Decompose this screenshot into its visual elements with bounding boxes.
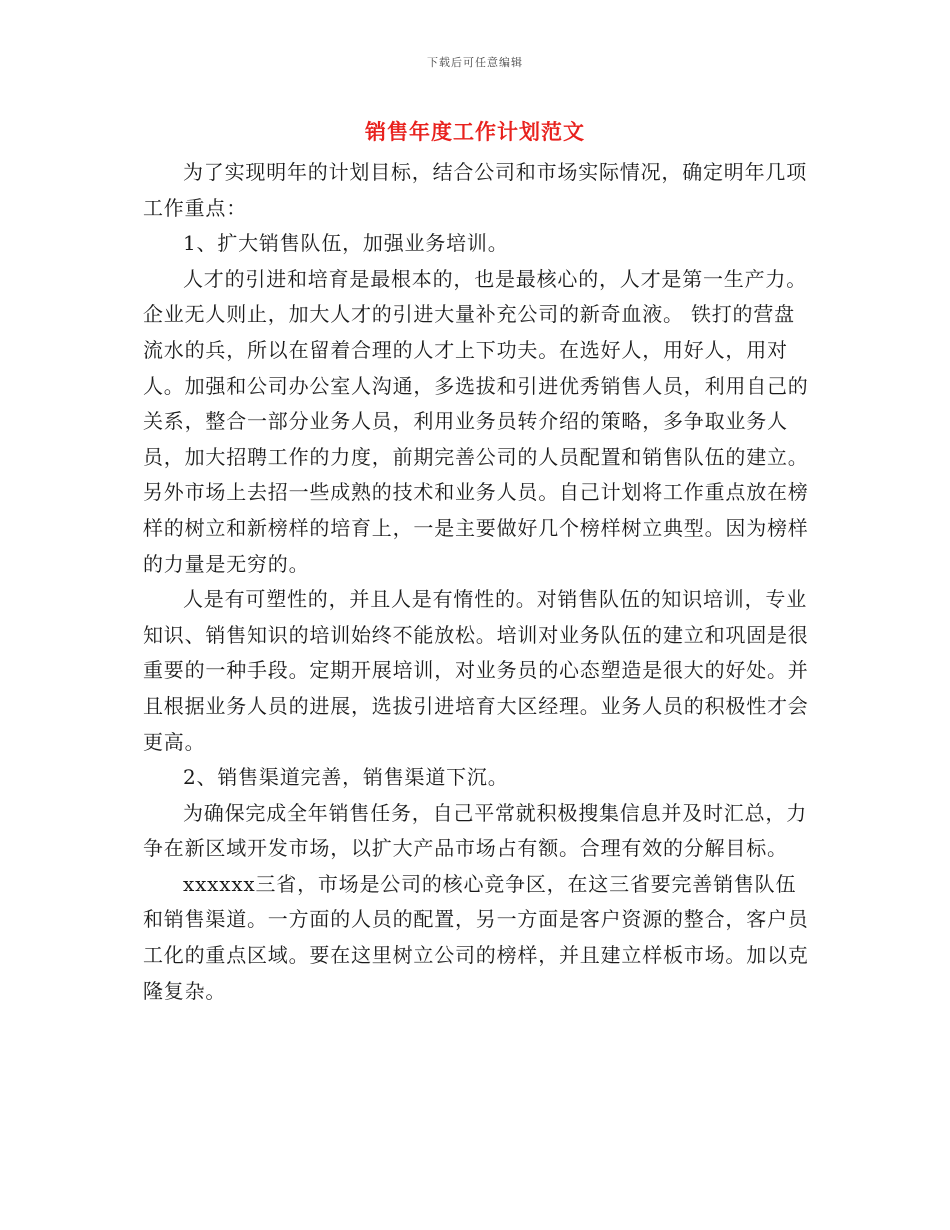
- paragraph: 人是有可塑性的，并且人是有惰性的。对销售队伍的知识培训，专业知识、销售知识的培训始终不能放松。培训对业务队伍的建立和巩固是很重要的一种手段。定期开展培训，对业务员的心态塑造是很大的好处。并且根据业务人员的进展，选拔引进培育大区经理。业务人员的积极性才会更高。: [143, 587, 809, 754]
- paragraph: 人才的引进和培育是最根本的，也是最核心的，人才是第一生产力。企业无人则止，加大人才的引进大量补充公司的新奇血液。 铁打的营盘流水的兵，所以在留着合理的人才上下功夫。在选好人，用好人，用对人。加强和公司办公室人沟通，多选拔和引进优秀销售人员，利用自己的关系，整合一部分业务人员，利用业务员转介绍的策略，多争取业务人员，加大招聘工作的力度，前期完善公司的人员配置和销售队伍的建立。另外市场上去招一些成熟的技术和业务人员。自己计划将工作重点放在榜样的树立和新榜样的培育上，一是主要做好几个榜样树立典型。因为榜样的力量是无穷的。: [143, 266, 809, 576]
- paragraph: 为确保完成全年销售任务，自己平常就积极搜集信息并及时汇总，力争在新区域开发市场，以扩大产品市场占有额。合理有效的分解目标。: [143, 800, 807, 861]
- document-body: [143, 155, 813, 1009]
- paragraph-intro: 为了实现明年的计划目标，结合公司和市场实际情况，确定明年几项工作重点：: [143, 160, 807, 220]
- paragraph: xxxxxx三省，市场是公司的核心竞争区，在这三省要完善销售队伍和销售渠道。一方面的人员的配置，另一方面是客户资源的整合，客户员工化的重点区域。要在这里树立公司的榜样，并且建立样板市场。加以克隆复杂。: [143, 871, 809, 1003]
- section-heading-2: 2、销售渠道完善，销售渠道下沉。: [183, 765, 509, 790]
- section-heading-1: 1、扩大销售队伍，加强业务培训。: [183, 231, 509, 256]
- document-title: 销售年度工作计划范文: [365, 119, 585, 144]
- header-note: 下载后可任意编辑: [427, 56, 523, 69]
